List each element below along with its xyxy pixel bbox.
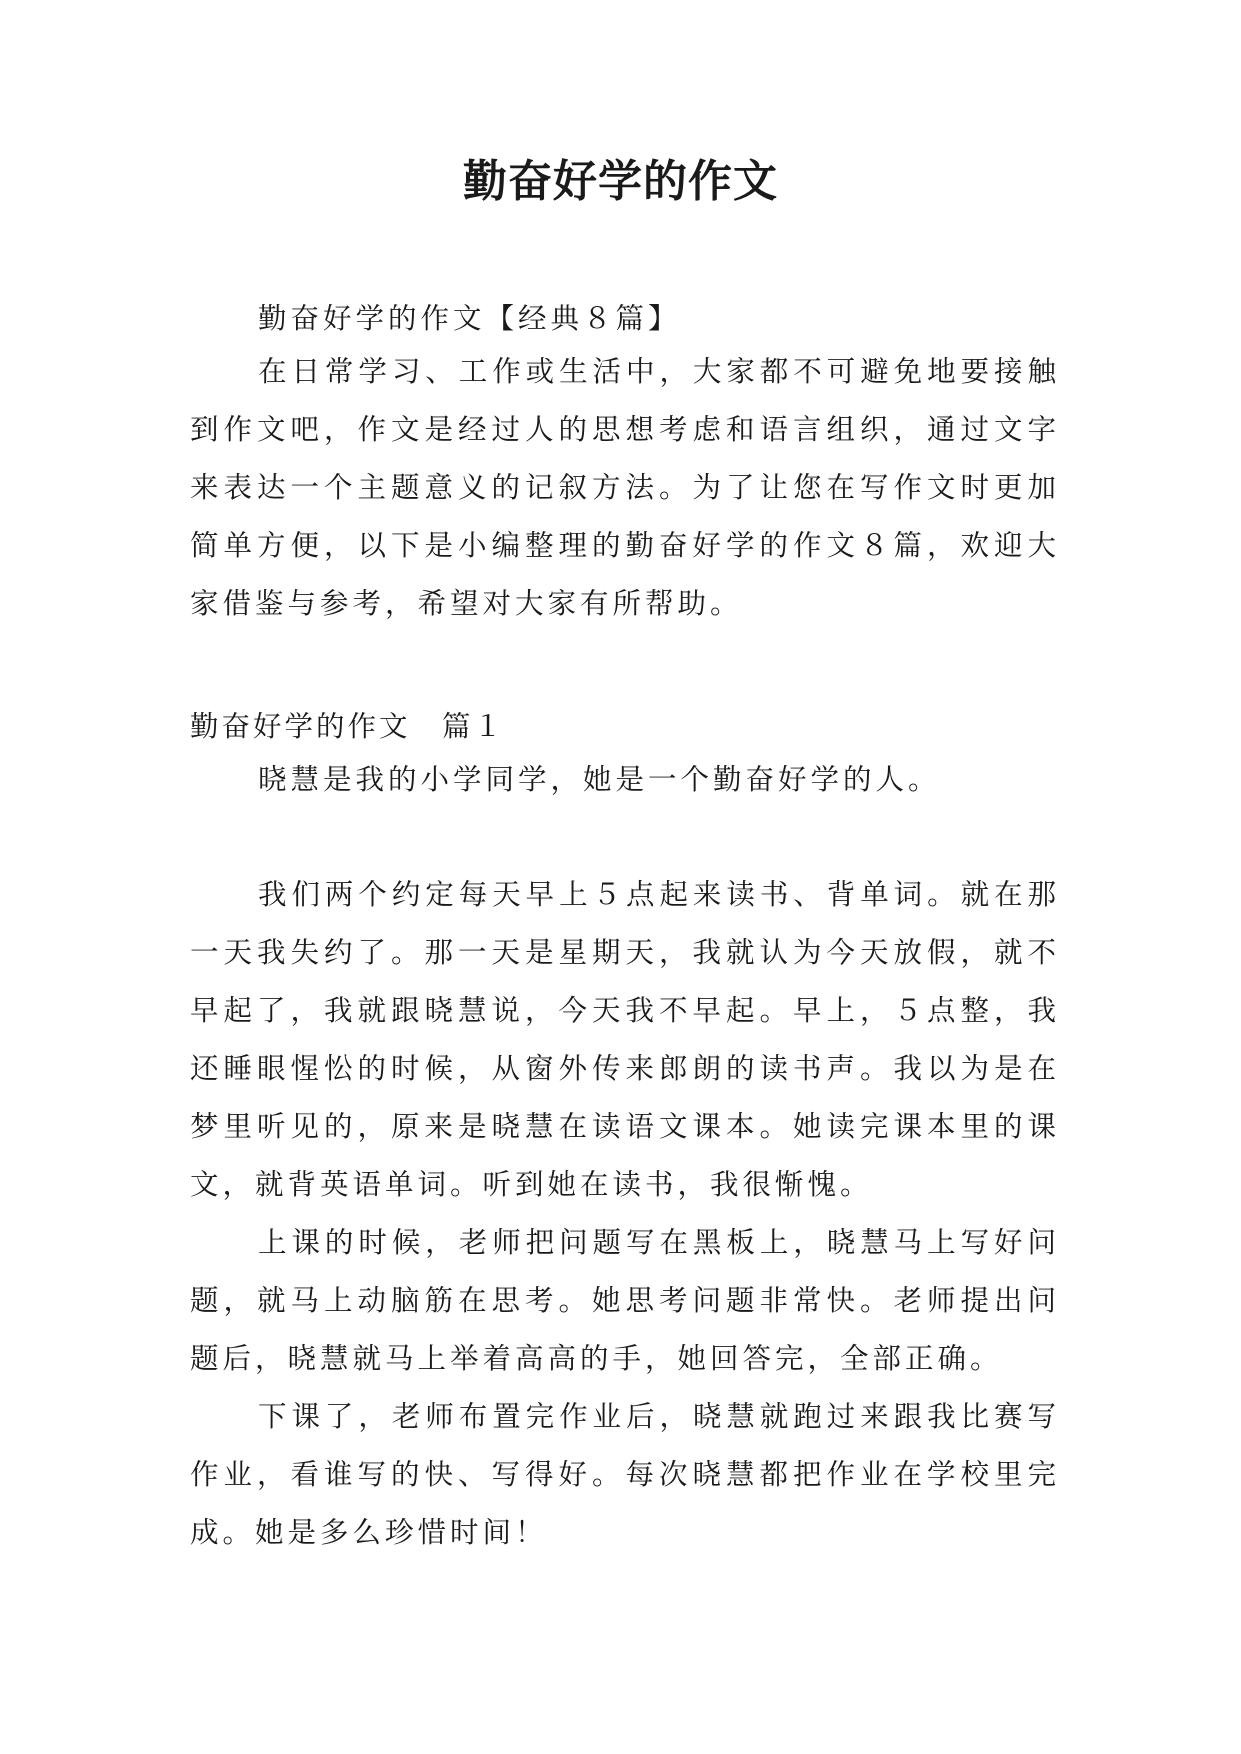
page-title: 勤奋好学的作文 [463, 156, 778, 207]
section-paragraph: 我们两个约定每天早上５点起来读书、背单词。就在那一天我失约了。那一天是星期天，我就认为今天放假，就不早起了，我就跟晓慧说，今天我不早起。早上，５点整，我还睡眼惺忪的时候，从窗外传来郎朗的读书声。我以为是在梦里听见的，原来是晓慧在读语文课本。她读完课本里的课文，就背英语单词。听到她在读书，我很惭愧。 [190, 878, 1060, 1201]
section-paragraph: 下课了，老师布置完作业后，晓慧就跑过来跟我比赛写作业，看谁写的快、写得好。每次晓慧都把作业在学校里完成。她是多么珍惜时间！ [190, 1400, 1060, 1549]
intro-paragraph: 在日常学习、工作或生活中，大家都不可避免地要接触到作文吧，作文是经过人的思想考虑和语言组织，通过文字来表达一个主题意义的记叙方法。为了让您在写作文时更加简单方便，以下是小编整理的勤奋好学的作文８篇，欢迎大家借鉴与参考，希望对大家有所帮助。 [190, 355, 1060, 620]
section-paragraph: 晓慧是我的小学同学，她是一个勤奋好学的人。 [258, 763, 941, 796]
section-paragraph: 上课的时候，老师把问题写在黑板上，晓慧马上写好问题，就马上动脑筋在思考。她思考问题非常快。老师提出问题后，晓慧就马上举着高高的手，她回答完，全部正确。 [190, 1226, 1060, 1375]
section-heading: 勤奋好学的作文 篇１ [190, 710, 506, 743]
document-subtitle: 勤奋好学的作文【经典８篇】 [258, 302, 681, 335]
